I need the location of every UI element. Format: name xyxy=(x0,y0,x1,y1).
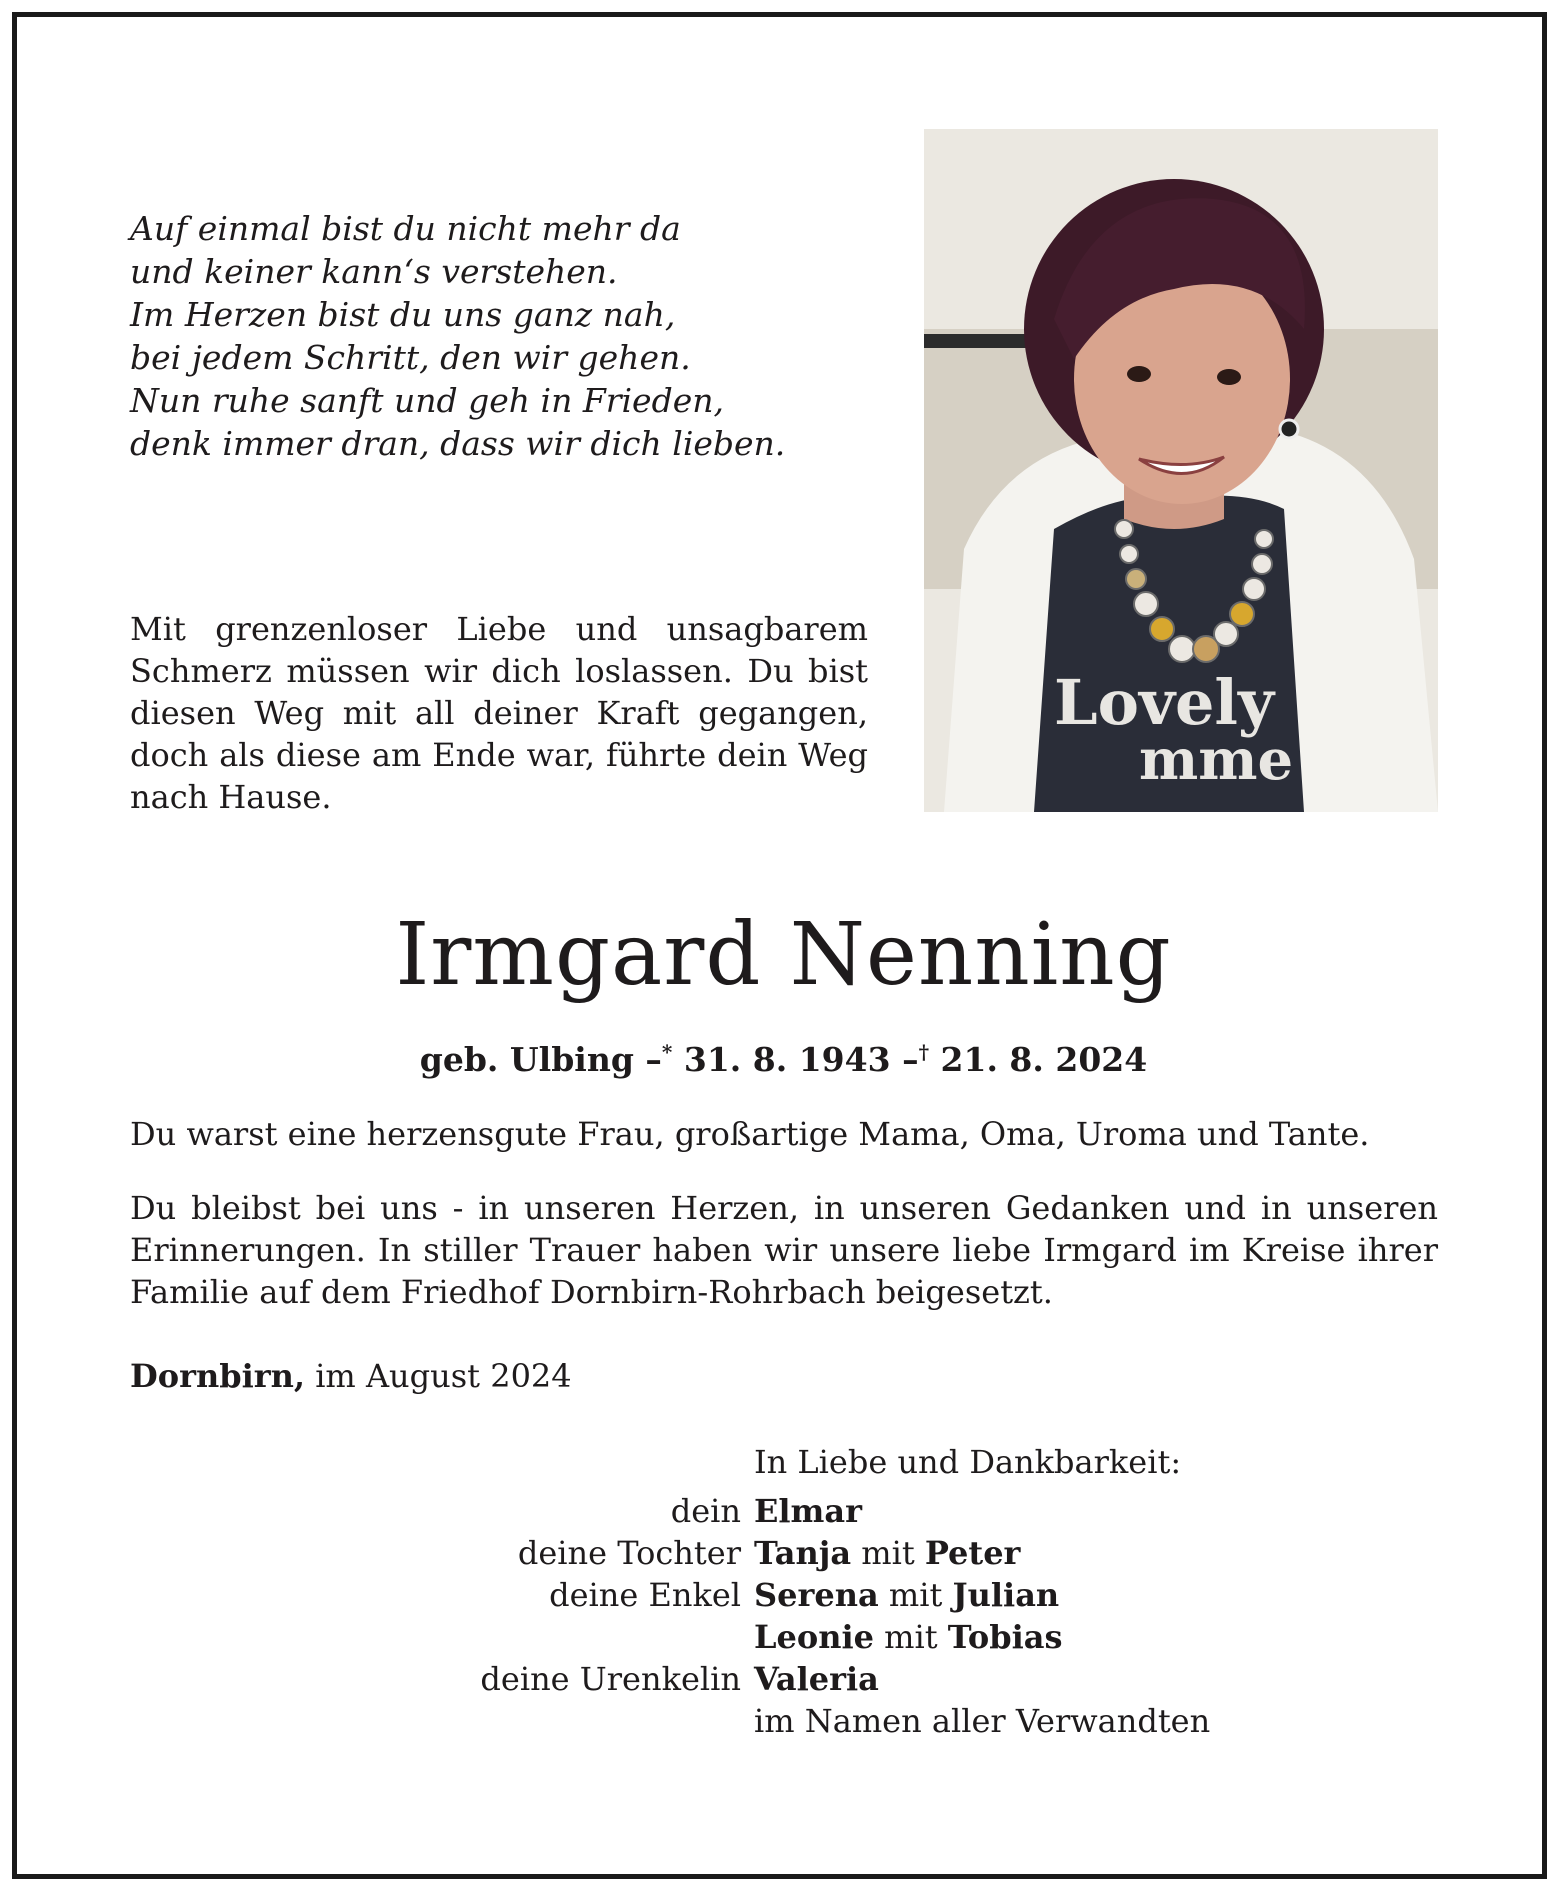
signature-closing-row xyxy=(0,1700,1567,1742)
shirt-print-2: mme xyxy=(1139,727,1294,793)
poem-line: denk immer dran, dass wir dich lieben. xyxy=(130,424,786,463)
family-name: Valeria xyxy=(754,1660,879,1698)
birth-symbol: * xyxy=(661,1040,673,1064)
signature-row xyxy=(0,1490,1567,1532)
poem-line: Nun ruhe sanft und geh in Frieden, xyxy=(130,381,724,420)
signature-row xyxy=(0,1574,1567,1616)
burial-text: Du bleibst bei uns - in unseren Herzen, in unseren Gedanken und in unseren Erinnerungen. In stiller Trauer haben wir unsere liebe Irmgard im Kreise ihrer Familie auf dem Friedhof Dornbirn-Rohrbach beigesetzt. xyxy=(130,1189,1438,1311)
family-name: Serena xyxy=(754,1576,879,1614)
eye-left xyxy=(1127,366,1151,382)
family-name: Elmar xyxy=(754,1492,862,1530)
partner-name: Tobias xyxy=(947,1618,1063,1656)
signature-row xyxy=(0,1658,1567,1700)
signature-closing: im Namen aller Verwandten xyxy=(754,1702,1211,1740)
intro-text: Mit grenzenloser Liebe und unsagbarem Schmerz müssen wir dich loslassen. Du bist diesen Weg mit all deiner Kraft gegangen, doch als diese am Ende war, führte dein Weg nach Hause. xyxy=(130,610,868,816)
relation: dein xyxy=(670,1492,741,1530)
life-dates xyxy=(0,1030,1567,1082)
family-name: Leonie xyxy=(754,1618,874,1656)
relation: deine Urenkelin xyxy=(480,1660,741,1698)
partner-name: Peter xyxy=(924,1534,1021,1572)
signature-row xyxy=(0,1532,1567,1574)
signature-row xyxy=(0,1616,1567,1658)
maiden-name: geb. Ulbing xyxy=(419,1040,634,1079)
separator: – xyxy=(645,1040,662,1079)
eye-right xyxy=(1217,369,1241,385)
partner-name: Julian xyxy=(952,1576,1060,1614)
place-date xyxy=(130,1355,572,1397)
family-name: Tanja xyxy=(754,1534,852,1572)
connector: mit xyxy=(888,1576,943,1614)
tribute-text: Du warst eine herzensgute Frau, großartige Mama, Oma, Uroma und Tante. xyxy=(130,1115,1370,1153)
poem-line: Im Herzen bist du uns ganz nah, xyxy=(130,295,676,334)
relation: deine Tochter xyxy=(517,1534,741,1572)
portrait-photo xyxy=(924,129,1438,812)
deceased-name: Irmgard Nenning xyxy=(395,905,1172,1005)
signature-heading: In Liebe und Dankbarkeit: xyxy=(754,1443,1182,1481)
death-date: 21. 8. 2024 xyxy=(940,1040,1148,1079)
connector: mit xyxy=(884,1618,938,1656)
birth-date: 31. 8. 1943 xyxy=(683,1040,891,1079)
earring xyxy=(1280,420,1298,438)
poem-line: bei jedem Schritt, den wir gehen. xyxy=(130,338,691,377)
poem-line: Auf einmal bist du nicht mehr da xyxy=(130,209,681,248)
poem xyxy=(130,207,785,465)
separator: – xyxy=(902,1040,919,1079)
relation: deine Enkel xyxy=(549,1576,741,1614)
place-city: Dornbirn, xyxy=(130,1357,306,1395)
portrait-illustration xyxy=(924,129,1438,812)
death-symbol: † xyxy=(918,1040,930,1064)
place-date-text: im August 2024 xyxy=(305,1357,572,1395)
shirt-print: Lovely xyxy=(1054,666,1274,739)
connector: mit xyxy=(861,1534,915,1572)
poem-line: und keiner kann‘s verstehen. xyxy=(130,252,618,291)
